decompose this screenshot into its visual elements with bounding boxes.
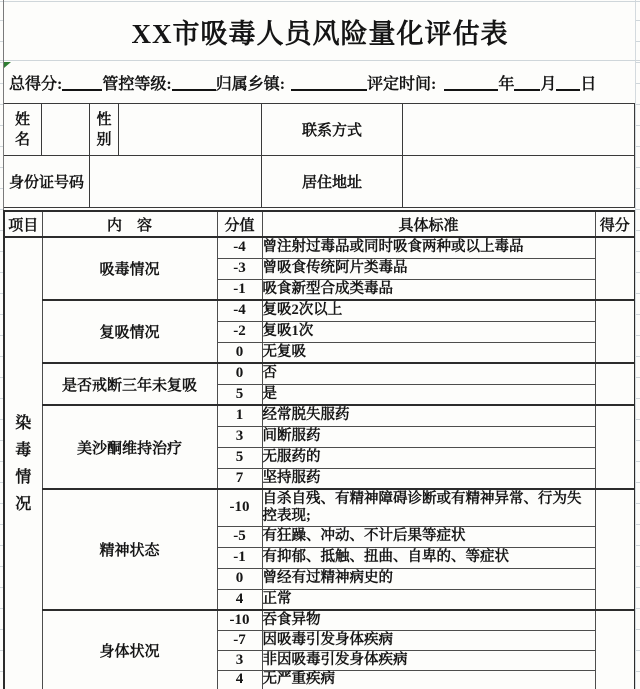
points-cell [595, 489, 635, 610]
criteria-row [4, 300, 635, 321]
total-score-label: 总得分: [9, 76, 63, 93]
score-value-cell: -3 [217, 258, 262, 279]
criteria-cell: 无服药的 [262, 447, 595, 468]
criteria-row [4, 610, 635, 630]
criteria-cell: 间断服药 [262, 426, 595, 447]
score-value-cell: 4 [217, 670, 262, 689]
cell-flag-triangle-icon [4, 62, 11, 68]
address-label-cell: 居住地址 [262, 156, 403, 208]
criteria-cell: 吸食新型合成类毒品 [262, 279, 595, 300]
score-value-cell: 3 [217, 650, 262, 670]
score-value-cell: 0 [217, 568, 262, 589]
points-cell [595, 610, 635, 689]
address-value-cell [403, 156, 635, 208]
points-cell [595, 300, 635, 363]
title-bottom-gridline [0, 60, 640, 61]
criteria-cell: 因吸毒引发身体疾病 [262, 630, 595, 650]
criteria-cell: 复吸1次 [262, 321, 595, 342]
score-value-cell: -2 [217, 321, 262, 342]
content-group-cell: 美沙酮维持治疗 [42, 405, 217, 489]
header-item: 项目 [4, 211, 42, 237]
name-label: 姓名 [14, 111, 30, 148]
score-value-cell: 3 [217, 426, 262, 447]
assess-year-blank [444, 74, 498, 91]
criteria-cell: 有抑郁、抵触、扭曲、自卑的、等症状 [262, 547, 595, 568]
assess-month-blank [514, 74, 540, 91]
criteria-row [4, 237, 635, 258]
control-level-label: 管控等级: [102, 76, 172, 93]
score-value-cell: 5 [217, 384, 262, 405]
content-group-cell: 精神状态 [42, 489, 217, 610]
assess-time-label: 评定时间: [367, 76, 437, 93]
score-value-cell: 1 [217, 405, 262, 426]
criteria-cell: 吞食异物 [262, 610, 595, 630]
info-row-2 [4, 156, 635, 208]
criteria-cell: 曾吸食传统阿片类毒品 [262, 258, 595, 279]
page-title: XX市吸毒人员风险量化评估表 [131, 18, 509, 49]
score-value-cell: -10 [217, 489, 262, 526]
id-value-cell [90, 156, 262, 208]
criteria-cell: 非因吸毒引发身体疾病 [262, 650, 595, 670]
township-label: 归属乡镇: [215, 76, 286, 93]
points-cell [595, 405, 635, 489]
name-label-cell [4, 104, 42, 156]
score-value-cell: -10 [217, 610, 262, 630]
content-group-cell: 是否戒断三年未复吸 [42, 363, 217, 405]
gender-value-cell [119, 104, 262, 156]
header-content: 内 容 [42, 211, 217, 237]
criteria-cell: 曾注射过毒品或同时吸食两种或以上毒品 [262, 237, 595, 258]
name-value-cell [42, 104, 90, 156]
day-label: 日 [580, 76, 597, 93]
score-value-cell: -5 [217, 526, 262, 547]
criteria-cell: 无复吸 [262, 342, 595, 363]
score-value-cell: -7 [217, 630, 262, 650]
content-group-cell: 复吸情况 [42, 300, 217, 363]
contact-label-cell: 联系方式 [262, 104, 403, 156]
gender-label: 性别 [96, 111, 112, 148]
score-value-cell: 0 [217, 363, 262, 384]
total-score-blank [62, 74, 102, 91]
criteria-row [4, 489, 635, 526]
criteria-cell: 曾经有过精神病史的 [262, 568, 595, 589]
score-value-cell: 4 [217, 589, 262, 610]
content-group-cell: 吸毒情况 [42, 237, 217, 300]
criteria-row [4, 405, 635, 426]
header-score: 分值 [217, 211, 262, 237]
criteria-cell: 自杀自残、有精神障碍诊断或有精神异常、行为失控表现; [262, 489, 595, 526]
year-label: 年 [498, 76, 515, 93]
criteria-cell: 有狂躁、冲动、不计后果等症状 [262, 526, 595, 547]
criteria-row [4, 363, 635, 384]
item-category-cell [4, 237, 42, 689]
score-value-cell: -4 [217, 237, 262, 258]
risk-assessment-table [3, 210, 636, 689]
criteria-cell: 无严重疾病 [262, 670, 595, 689]
contact-value-cell [403, 104, 635, 156]
assess-day-blank [556, 74, 580, 91]
criteria-cell: 正常 [262, 589, 595, 610]
score-value-cell: 7 [217, 468, 262, 489]
score-value-cell: -1 [217, 279, 262, 300]
header-criteria: 具体标准 [262, 211, 595, 237]
points-cell [595, 237, 635, 300]
township-blank [291, 74, 367, 91]
title-row [0, 0, 640, 62]
criteria-cell: 是 [262, 384, 595, 405]
score-value-cell: -1 [217, 547, 262, 568]
criteria-cell: 经常脱失服药 [262, 405, 595, 426]
personal-info-table [3, 103, 635, 208]
header-row [4, 211, 635, 237]
score-value-cell: 0 [217, 342, 262, 363]
control-level-blank [172, 74, 216, 91]
right-margin-gridlines [635, 0, 640, 689]
info-row-1 [4, 104, 635, 156]
left-edge-line [3, 0, 4, 210]
criteria-cell: 坚持服药 [262, 468, 595, 489]
top-gridline [0, 1, 640, 2]
header-points: 得分 [595, 211, 635, 237]
item-category-label: 染毒情况 [15, 414, 32, 513]
score-summary-line [0, 62, 640, 103]
content-group-cell: 身体状况 [42, 610, 217, 689]
points-cell [595, 363, 635, 405]
criteria-cell: 复吸2次以上 [262, 300, 595, 321]
score-value-cell: 5 [217, 447, 262, 468]
id-label-cell: 身份证号码 [4, 156, 90, 208]
score-value-cell: -4 [217, 300, 262, 321]
gender-label-cell [90, 104, 119, 156]
month-label: 月 [540, 76, 557, 93]
criteria-cell: 否 [262, 363, 595, 384]
